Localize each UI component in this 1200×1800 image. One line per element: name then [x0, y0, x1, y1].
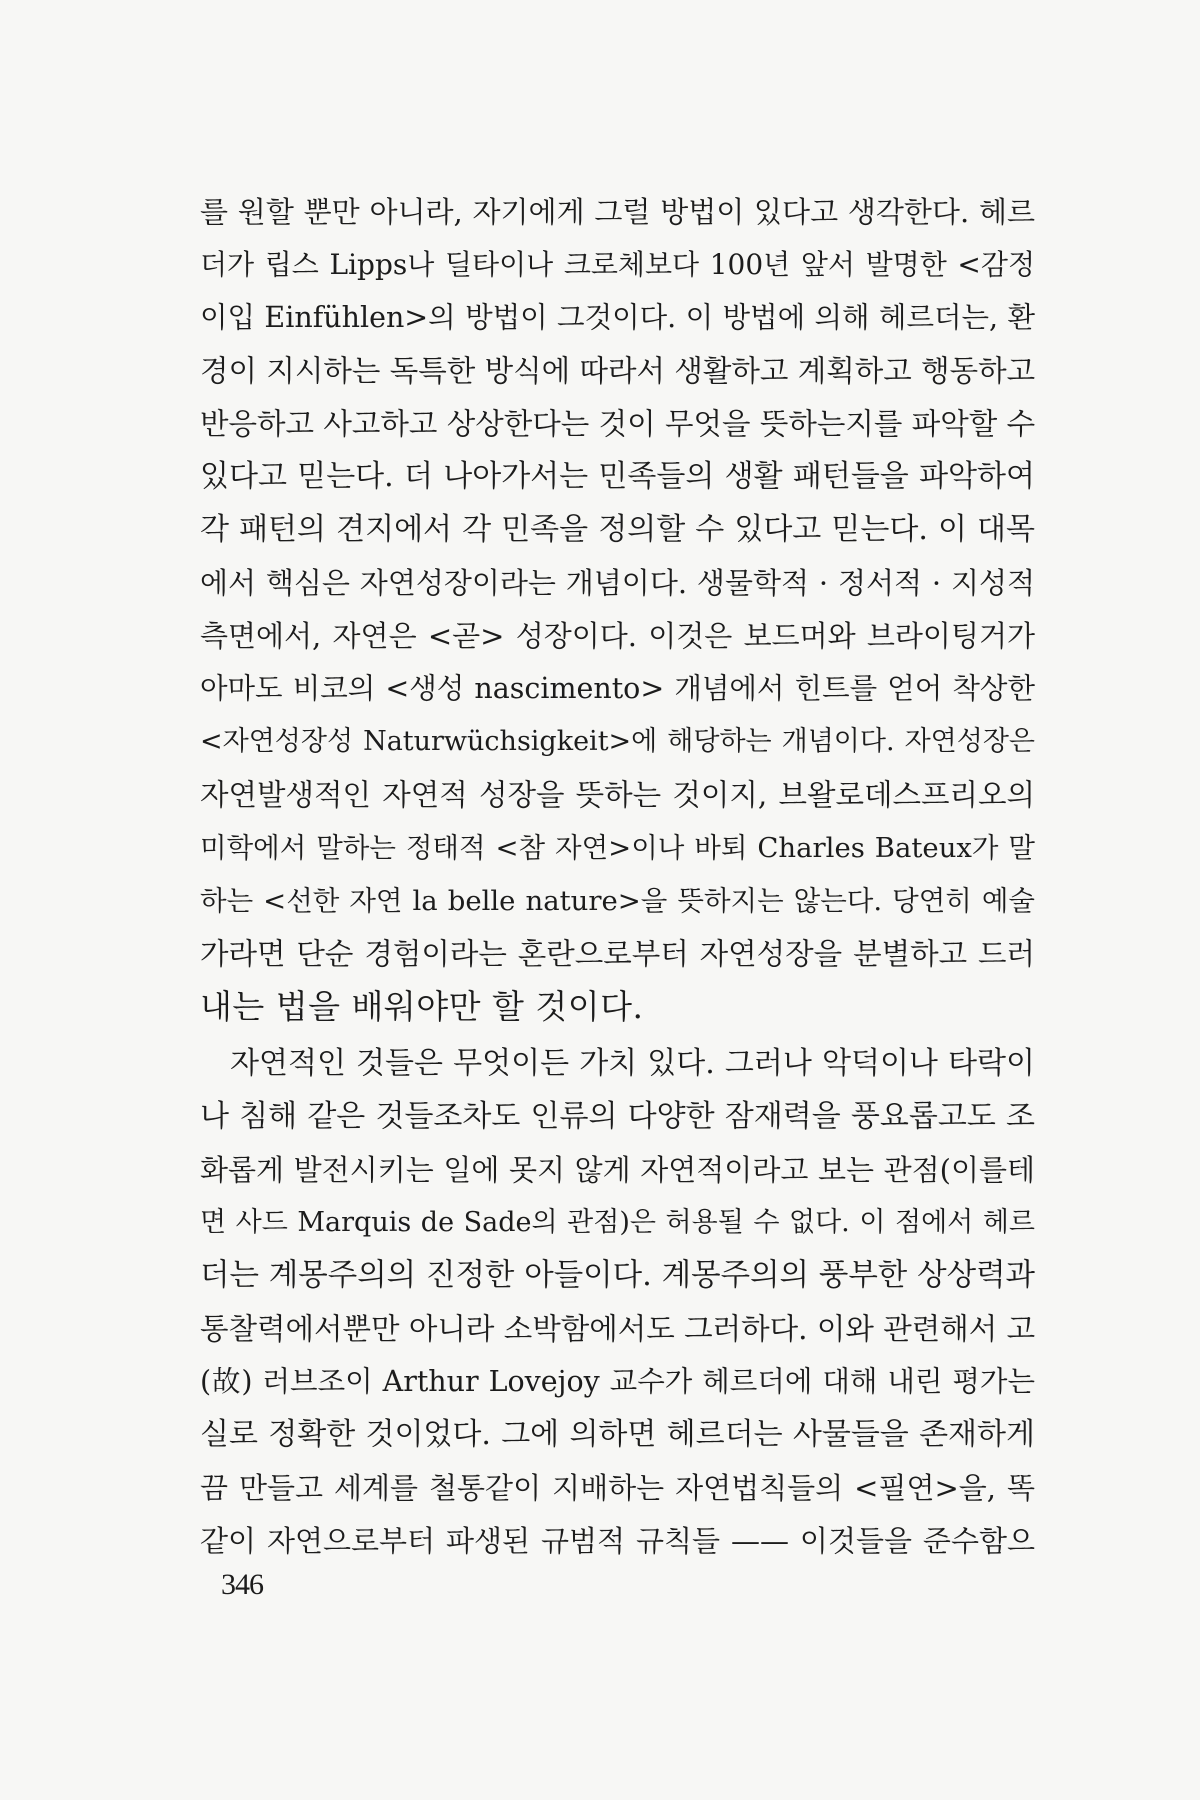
text-line: 를 원할 뿐만 아니라, 자기에게 그럴 방법이 있다고 생각한다. 헤르 — [200, 195, 1035, 229]
text-line: 경이 지시하는 독특한 방식에 따라서 생활하고 계획하고 행동하고 — [200, 354, 1036, 388]
text-line: 통찰력에서뿐만 아니라 소박함에서도 그러하다. 이와 관련해서 고 — [200, 1312, 1036, 1346]
text-line: (故) 러브조이 Arthur Lovejoy 교수가 헤르더에 대해 내린 평가는 — [200, 1365, 1035, 1398]
text-line: 하는 <선한 자연 la belle nature>을 뜻하지는 않는다. 당연히 예술 — [200, 885, 1035, 917]
text-line: 면 사드 Marquis de Sade의 관점)은 허용될 수 없다. 이 점에서 헤르 — [200, 1207, 1035, 1238]
text-line: <자연성장성 Naturwüchsigkeit>에 해당하는 개념이다. 자연성장은 — [200, 726, 1035, 757]
text-line: 화롭게 발전시키는 일에 못지 않게 자연적이라고 보는 관점(이를테 — [200, 1153, 1035, 1187]
text-line: 같이 자연으로부터 파생된 규범적 규칙들 —— 이것들을 준수함으 — [200, 1524, 1035, 1558]
text-line: 끔 만들고 세계를 철통같이 지배하는 자연법칙들의 <필연>을, 똑 — [200, 1471, 1035, 1505]
text-line: 더는 계몽주의의 진정한 아들이다. 계몽주의의 풍부한 상상력과 — [200, 1258, 1035, 1293]
text-line: 자연적인 것들은 무엇이든 가치 있다. 그러나 악덕이나 타락이 — [230, 1046, 1035, 1081]
text-line: 이입 Einfühlen>의 방법이 그것이다. 이 방법에 의해 헤르더는, 환 — [200, 301, 1035, 334]
text-line: 더가 립스 Lipps나 딜타이나 크로체보다 100년 앞서 발명한 <감정 — [200, 248, 1035, 281]
text-line: 측면에서, 자연은 <곧> 성장이다. 이것은 보드머와 브라이팅거가 — [200, 619, 1035, 653]
text-line: 내는 법을 배워야만 할 것이다. — [200, 987, 644, 1026]
page-number: 346 — [221, 1568, 263, 1601]
text-line: 나 침해 같은 것들조차도 인류의 다양한 잠재력을 풍요롭고도 조 — [200, 1099, 1035, 1134]
text-line: 실로 정확한 것이었다. 그에 의하면 헤르더는 사물들을 존재하게 — [200, 1417, 1035, 1452]
text-line: 에서 핵심은 자연성장이라는 개념이다. 생물학적 · 정서적 · 지성적 — [200, 566, 1035, 600]
text-line: 아마도 비코의 <생성 nascimento> 개념에서 힌트를 얻어 착상한 — [200, 672, 1035, 705]
text-line: 각 패턴의 견지에서 각 민족을 정의할 수 있다고 믿는다. 이 대목 — [200, 512, 1035, 547]
text-line: 미학에서 말하는 정태적 <참 자연>이나 바퇴 Charles Bateux가 말 — [200, 832, 1035, 864]
text-line: 반응하고 사고하고 상상한다는 것이 무엇을 뜻하는지를 파악할 수 — [200, 407, 1036, 441]
text-line: 가라면 단순 경험이라는 혼란으로부터 자연성장을 분별하고 드러 — [200, 937, 1035, 971]
text-line: 자연발생적인 자연적 성장을 뜻하는 것이지, 브왈로데스프리오의 — [200, 778, 1035, 812]
text-line: 있다고 믿는다. 더 나아가서는 민족들의 생활 패턴들을 파악하여 — [200, 459, 1035, 494]
